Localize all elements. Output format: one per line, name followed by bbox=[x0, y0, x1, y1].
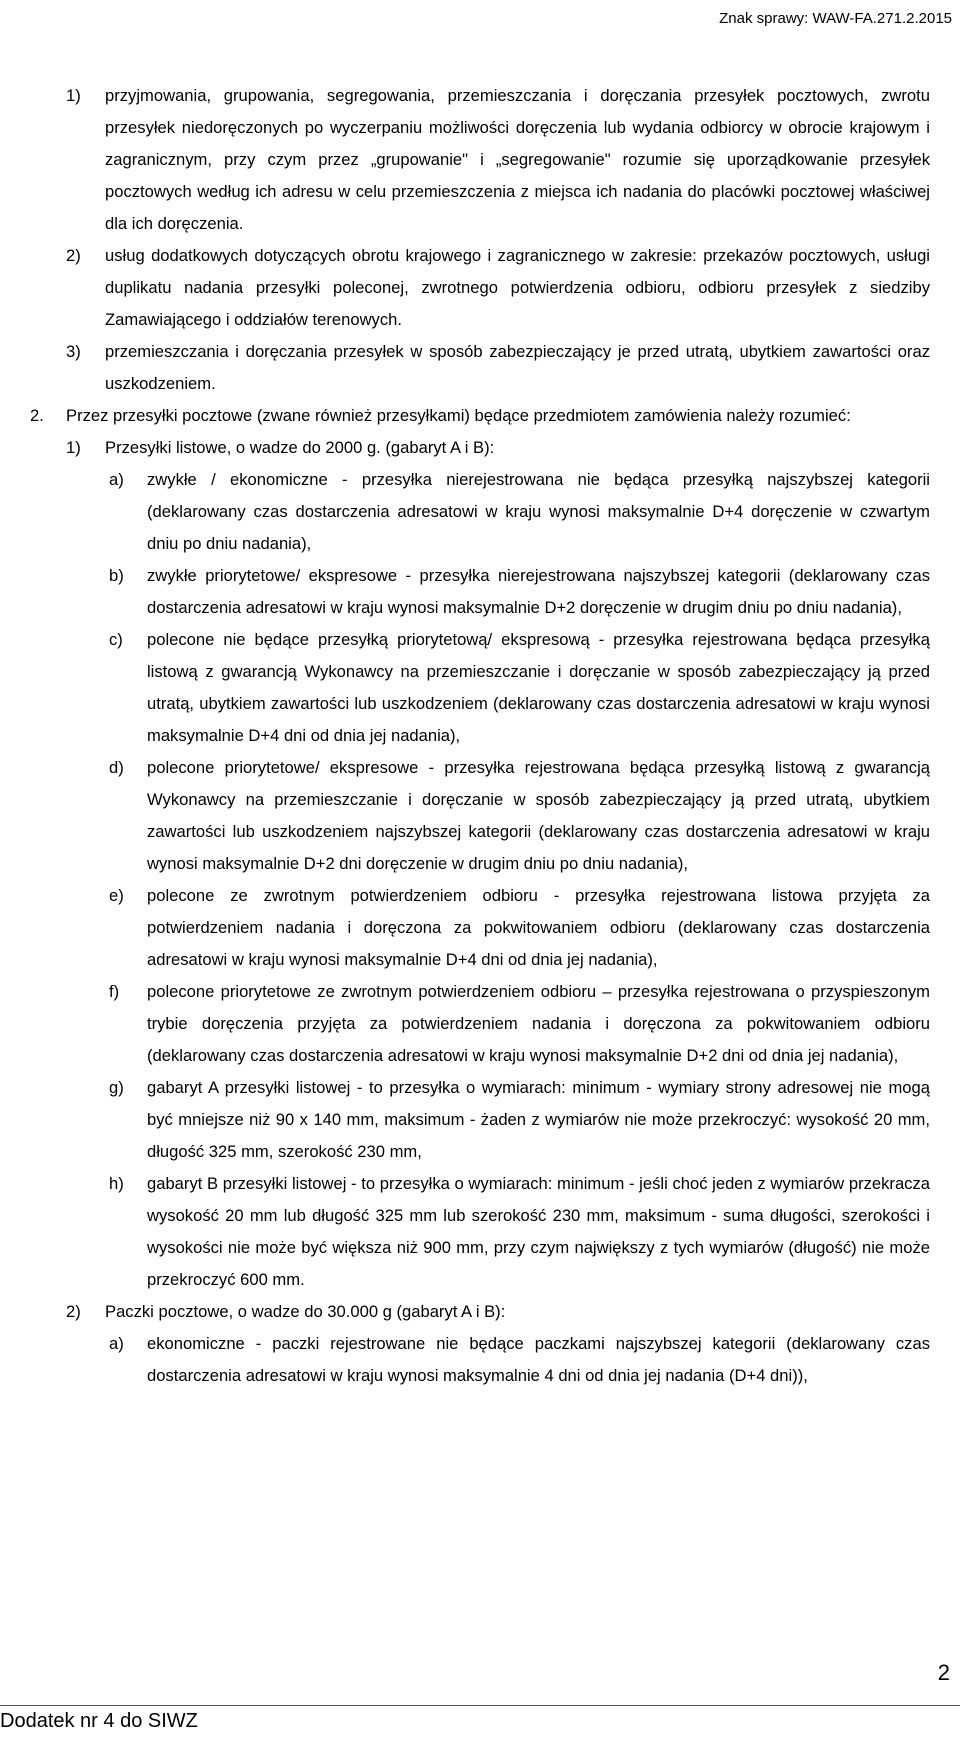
footer-attachment-label: Dodatek nr 4 do SIWZ bbox=[0, 1710, 198, 1732]
list-item bbox=[30, 880, 930, 976]
list-item-text: polecone nie będące przesyłką priorytetową/ ekspresową - przesyłka rejestrowana będąca przesyłką listową z gwarancją Wykonawcy na przemieszczanie i doręczanie w sposób zabezpieczający ją przed utratą, ubytkiem zawartości lub uszkodzeniem (deklarowany czas dostarczenia adresatowi w kraju wynosi maksymalnie D+4 dni od dnia jej nadania), bbox=[147, 630, 930, 745]
document-body bbox=[30, 80, 930, 1392]
list-item-number: 1) bbox=[66, 86, 81, 105]
list-item bbox=[30, 432, 930, 464]
list-item bbox=[30, 752, 930, 880]
list-item-text: przemieszczania i doręczania przesyłek w sposób zabezpieczający je przed utratą, ubytkiem zawartości oraz uszkodzeniem. bbox=[105, 342, 930, 393]
list-item-number: 3) bbox=[66, 342, 81, 361]
list-item bbox=[30, 336, 930, 400]
list-item-number: c) bbox=[109, 630, 123, 649]
list-item-number: 1) bbox=[66, 438, 81, 457]
list-item bbox=[30, 560, 930, 624]
list-item-text: gabaryt B przesyłki listowej - to przesyłka o wymiarach: minimum - jeśli choć jeden z wymiarów przekracza wysokość 20 mm lub długość 325 mm lub szerokość 230 mm, maksimum - suma długości, szerokości i wysokości nie może być większa niż 900 mm, przy czym największy z tych wymiarów (długość) nie może przekroczyć 600 mm. bbox=[147, 1174, 930, 1289]
list-item-text: ekonomiczne - paczki rejestrowane nie będące paczkami najszybszej kategorii (deklarowany czas dostarczenia adresatowi w kraju wynosi maksymalnie 4 dni od dnia jej nadania (D+4 dni)), bbox=[147, 1334, 930, 1385]
list-item-number: h) bbox=[109, 1174, 124, 1193]
list-item-text: zwykłe / ekonomiczne - przesyłka nierejestrowana nie będąca przesyłką najszybszej kategorii (deklarowany czas dostarczenia adresatowi w kraju wynosi maksymalnie D+4 doręczenie w czwartym dniu po dniu nadania), bbox=[147, 470, 930, 553]
list-item bbox=[30, 1072, 930, 1168]
list-item bbox=[30, 1328, 930, 1392]
list-item-number: a) bbox=[109, 470, 124, 489]
list-item-number: 2) bbox=[66, 1302, 81, 1321]
list-item-number: d) bbox=[109, 758, 124, 777]
list-item bbox=[30, 624, 930, 752]
list-item-text: Przez przesyłki pocztowe (zwane również przesyłkami) będące przedmiotem zamówienia należy rozumieć: bbox=[66, 406, 851, 425]
list-item bbox=[30, 1296, 930, 1328]
list-item bbox=[30, 464, 930, 560]
list-item-text: usług dodatkowych dotyczących obrotu krajowego i zagranicznego w zakresie: przekazów pocztowych, usługi duplikatu nadania przesyłki poleconej, zwrotnego potwierdzenia odbioru, odbioru przesyłek z siedziby Zamawiającego i oddziałów terenowych. bbox=[105, 246, 930, 329]
page-number: 2 bbox=[937, 1660, 950, 1685]
list-item bbox=[30, 400, 930, 432]
list-item bbox=[30, 240, 930, 336]
list-item bbox=[30, 976, 930, 1072]
list-item-text: polecone ze zwrotnym potwierdzeniem odbioru - przesyłka rejestrowana listowa przyjęta za potwierdzeniem nadania i doręczona za pokwitowaniem odbioru (deklarowany czas dostarczenia adresatowi w kraju wynosi maksymalnie D+4 dni od dnia jej nadania), bbox=[147, 886, 930, 969]
list-item-text: polecone priorytetowe ze zwrotnym potwierdzeniem odbioru – przesyłka rejestrowana o przyspieszonym trybie doręczenia przyjęta za potwierdzeniem nadania i doręczona za pokwitowaniem odbioru (deklarowany czas dostarczenia adresatowi w kraju wynosi maksymalnie D+2 dni od dnia jej nadania), bbox=[147, 982, 930, 1065]
list-item-number: 2. bbox=[30, 406, 44, 425]
list-item-text: gabaryt A przesyłki listowej - to przesyłka o wymiarach: minimum - wymiary strony adresowej nie mogą być mniejsze niż 90 x 140 mm, maksimum - żaden z wymiarów nie może przekroczyć: wysokość 20 mm, długość 325 mm, szerokość 230 mm, bbox=[147, 1078, 930, 1161]
list-item-number: 2) bbox=[66, 246, 81, 265]
list-item-text: zwykłe priorytetowe/ ekspresowe - przesyłka nierejestrowana najszybszej kategorii (deklarowany czas dostarczenia adresatowi w kraju wynosi maksymalnie D+2 doręczenie w drugim dniu po dniu nadania), bbox=[147, 566, 930, 617]
list-item-text: polecone priorytetowe/ ekspresowe - przesyłka rejestrowana będąca przesyłką listową z gwarancją Wykonawcy na przemieszczanie i doręczanie w sposób zabezpieczający ją przed utratą, ubytkiem zawartości lub uszkodzeniem najszybszej kategorii (deklarowany czas dostarczenia adresatowi w kraju wynosi maksymalnie D+2 dni doręczenie w drugim dniu po dniu nadania), bbox=[147, 758, 930, 873]
list-item-number: e) bbox=[109, 886, 124, 905]
list-item-number: g) bbox=[109, 1078, 124, 1097]
list-item bbox=[30, 1168, 930, 1296]
list-item bbox=[30, 80, 930, 240]
list-item-text: Przesyłki listowe, o wadze do 2000 g. (gabaryt A i B): bbox=[105, 438, 495, 457]
list-item-number: b) bbox=[109, 566, 124, 585]
list-item-text: przyjmowania, grupowania, segregowania, przemieszczania i doręczania przesyłek pocztowych, zwrotu przesyłek niedoręczonych po wyczerpaniu możliwości doręczenia lub wydania odbiorcy w obrocie krajowym i zagranicznym, przy czym przez „grupowanie" i „segregowanie" rozumie się uporządkowanie przesyłek pocztowych według ich adresu w celu przemieszczenia z miejsca ich nadania do placówki pocztowej właściwej dla ich doręczenia. bbox=[105, 86, 930, 233]
case-number-header: Znak sprawy: WAW-FA.271.2.2015 bbox=[719, 10, 952, 27]
list-item-text: Paczki pocztowe, o wadze do 30.000 g (gabaryt A i B): bbox=[105, 1302, 506, 1321]
list-item-number: f) bbox=[109, 982, 120, 1001]
list-item-number: a) bbox=[109, 1334, 124, 1353]
footer-divider bbox=[0, 1705, 960, 1706]
